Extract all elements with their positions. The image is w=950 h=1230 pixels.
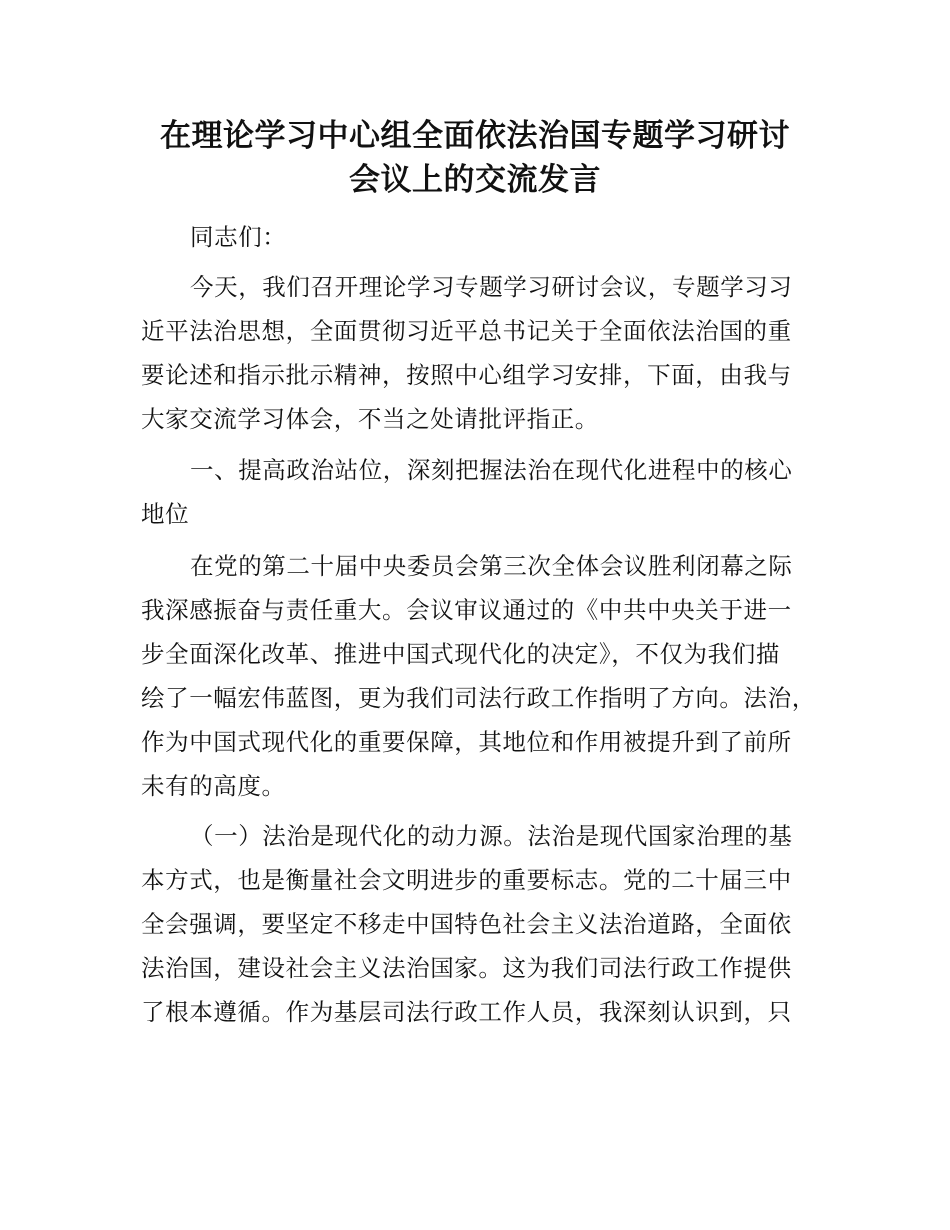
paragraph-2-line: 绘了一幅宏伟蓝图，更为我们司法行政工作指明了方向。法治， [141, 684, 816, 712]
paragraph-1-line: 要论述和指示批示精神，按照中心组学习安排，下面，由我与 [141, 361, 792, 389]
page-title-line-1: 在理论学习中心组全面依法治国专题学习研讨 [160, 118, 790, 154]
page-title-line-2: 会议上的交流发言 [349, 162, 601, 198]
paragraph-2-line: 在党的第二十届中央委员会第三次全体会议胜利闭幕之际 [190, 552, 793, 580]
paragraph-2-line: 未有的高度。 [141, 772, 286, 800]
paragraph-2-line: 步全面深化改革、推进中国式现代化的决定》，不仅为我们描 [141, 640, 780, 668]
paragraph-1-line: 今天，我们召开理论学习专题学习研讨会议，专题学习习 [190, 273, 793, 301]
paragraph-3-line: （一）法治是现代化的动力源。法治是现代国家治理的基 [190, 822, 793, 850]
paragraph-1-line: 大家交流学习体会，不当之处请批评指正。 [141, 405, 599, 433]
greeting: 同志们： [190, 223, 287, 251]
paragraph-1-line: 近平法治思想，全面贯彻习近平总书记关于全面依法治国的重 [141, 317, 792, 345]
paragraph-3-line: 法治国，建设社会主义法治国家。这为我们司法行政工作提供 [141, 954, 792, 982]
paragraph-3-line: 全会强调，要坚定不移走中国特色社会主义法治道路，全面依 [141, 910, 792, 938]
paragraph-2-line: 作为中国式现代化的重要保障，其地位和作用被提升到了前所 [141, 728, 792, 756]
section-heading-line: 地位 [141, 500, 190, 528]
section-heading-line: 一、提高政治站位，深刻把握法治在现代化进程中的核心 [190, 456, 793, 484]
paragraph-3-line: 本方式，也是衡量社会文明进步的重要标志。党的二十届三中 [141, 866, 792, 894]
paragraph-2-line: 我深感振奋与责任重大。会议审议通过的《中共中央关于进一 [141, 596, 792, 624]
paragraph-3-line: 了根本遵循。作为基层司法行政工作人员，我深刻认识到，只 [141, 998, 792, 1026]
